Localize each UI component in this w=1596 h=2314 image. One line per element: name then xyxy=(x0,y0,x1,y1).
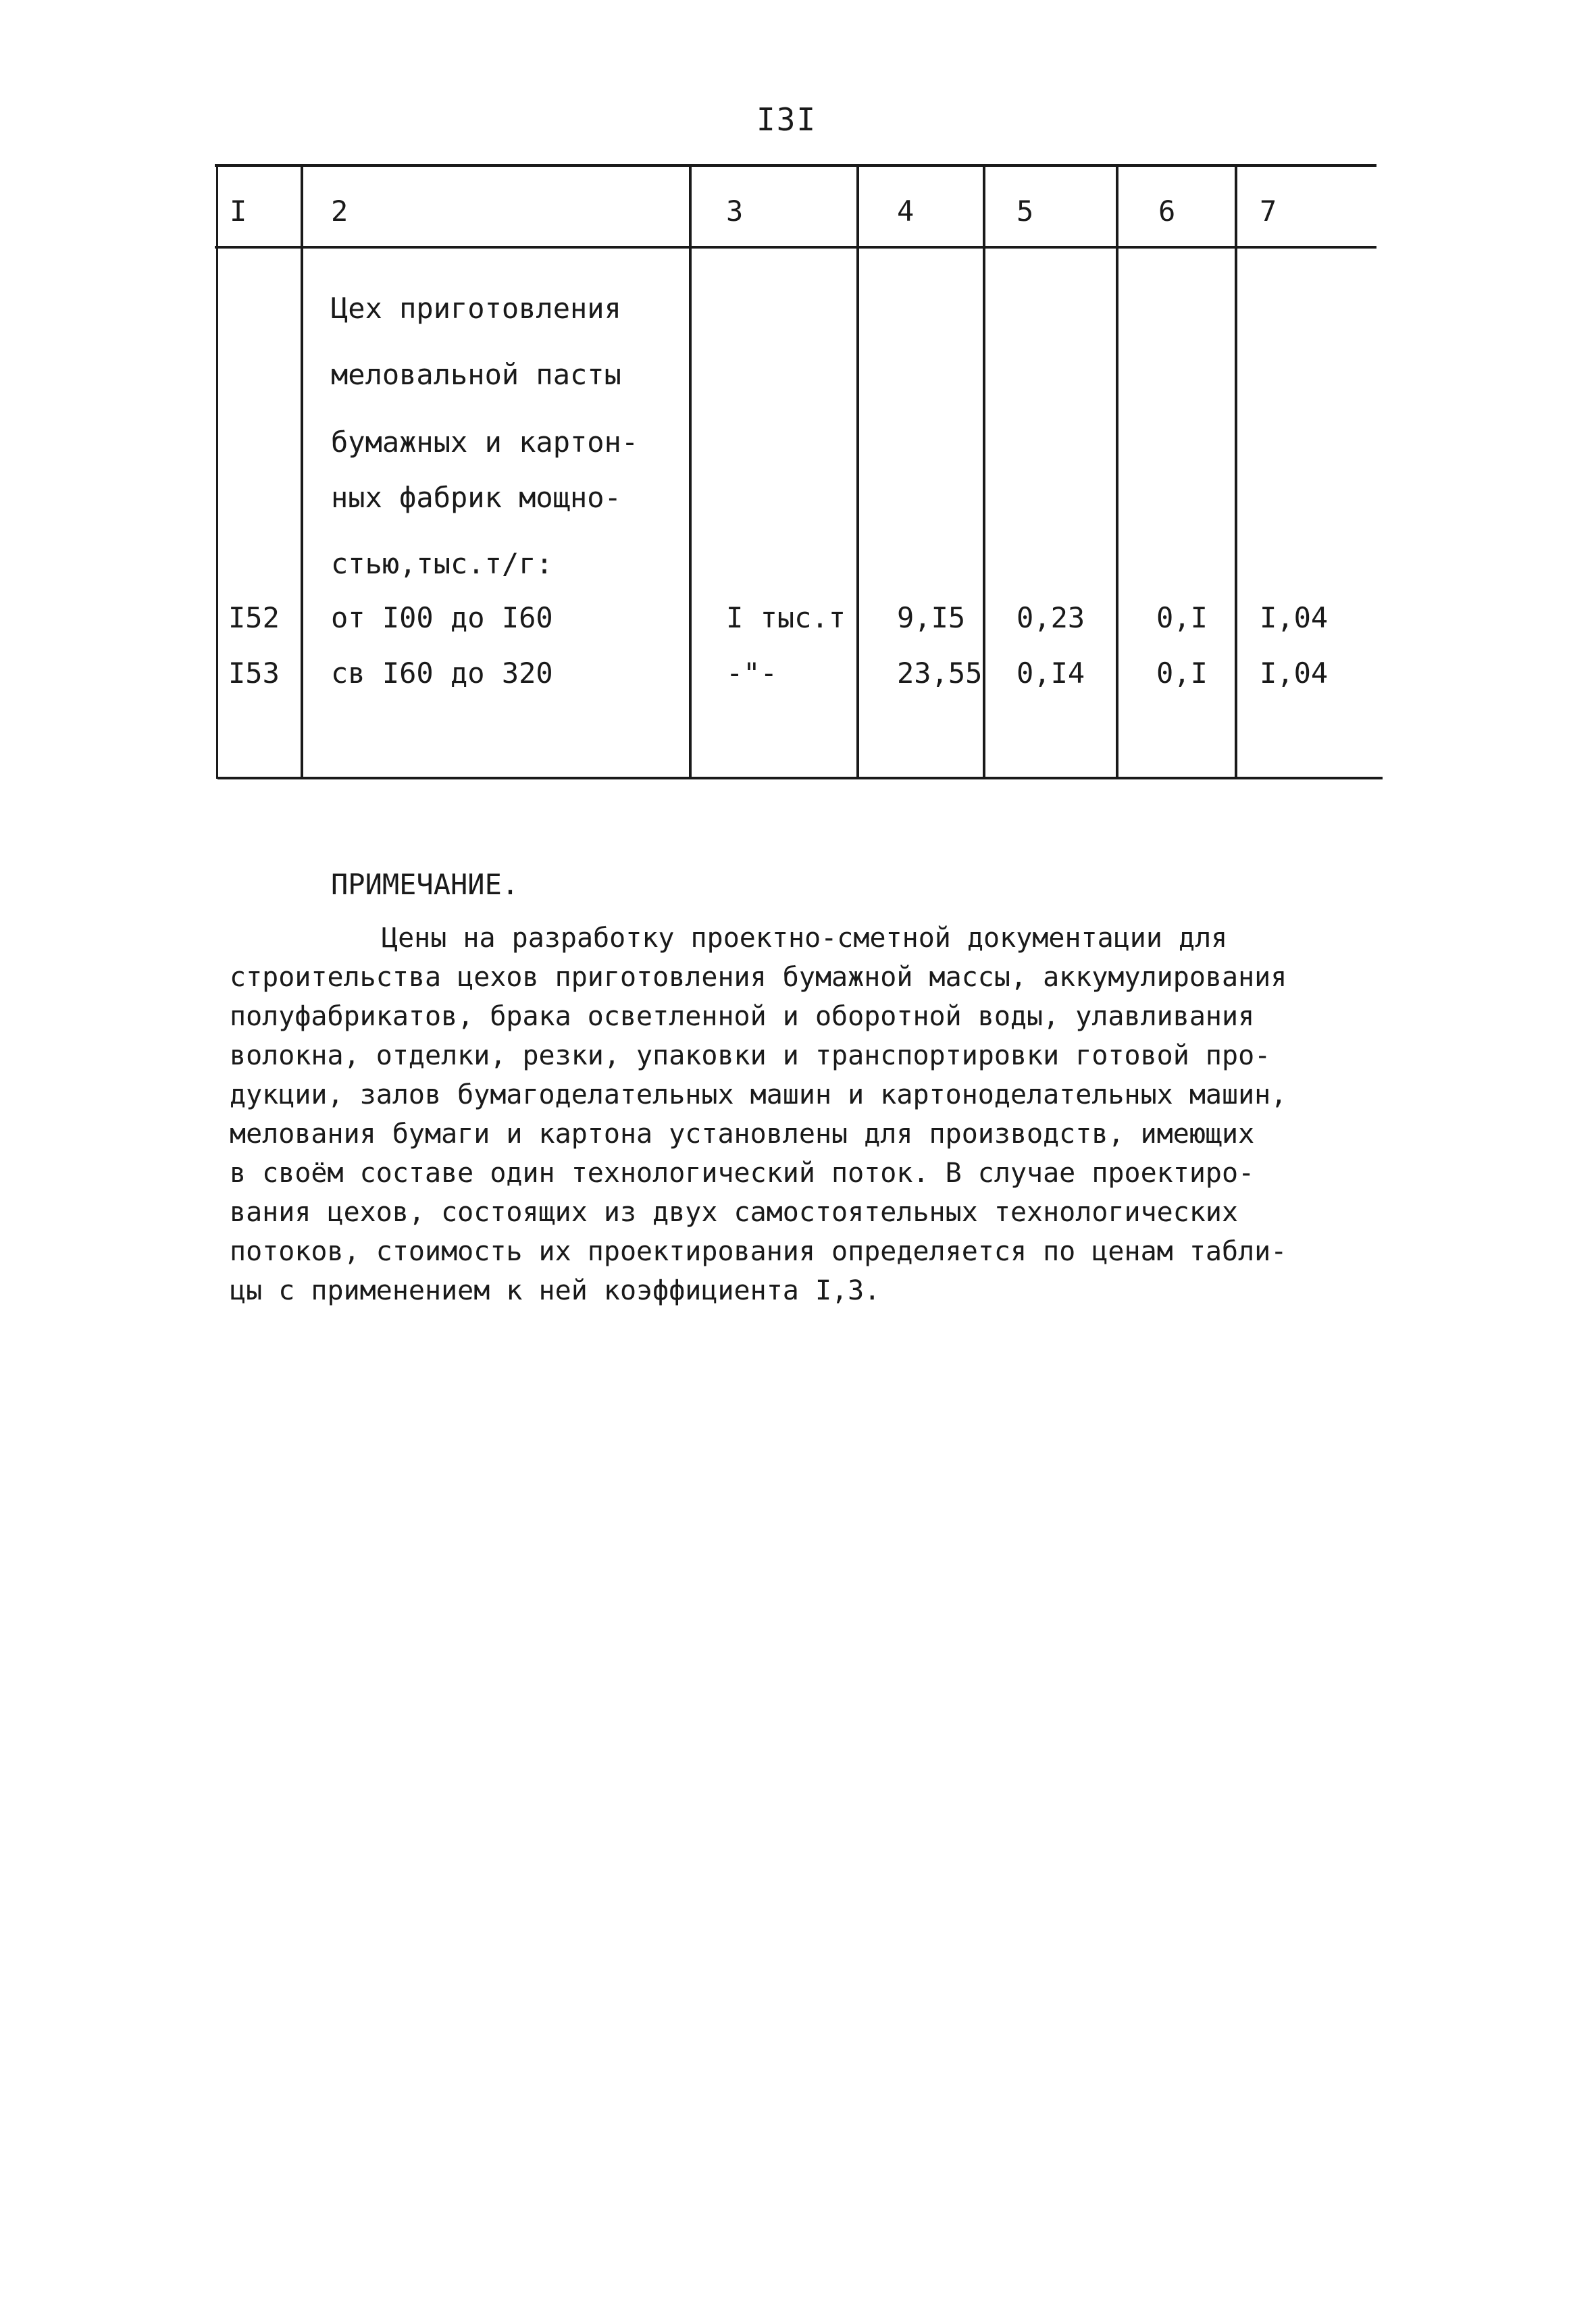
note-line: вания цехов, состоящих из двух самостоятельных технологических xyxy=(230,1197,1239,1228)
group-description-line: Цех приготовления xyxy=(331,292,621,325)
table-top-rule xyxy=(215,164,1376,167)
table-row-unit: I тыс.т xyxy=(726,601,846,634)
note-line: мелования бумаги и картона установлены для производств, имеющих xyxy=(230,1119,1255,1150)
table-row-col4: 23,55 xyxy=(897,657,983,690)
group-description-line: меловальной пасты xyxy=(331,358,621,391)
table-row-number: I52 xyxy=(228,601,280,634)
table-row-name: от I00 до I60 xyxy=(331,601,553,634)
table-row-col5: 0,I4 xyxy=(1016,657,1085,690)
group-description-line: стью,тыс.т/г: xyxy=(331,547,553,580)
table-row-col5: 0,23 xyxy=(1016,601,1085,634)
group-description-line: ных фабрик мощно- xyxy=(331,481,621,514)
column-header-6: 6 xyxy=(1158,195,1176,228)
note-title: ПРИМЕЧАНИЕ. xyxy=(331,868,519,901)
table-row-col7: I,04 xyxy=(1260,657,1329,690)
column-divider-5 xyxy=(1116,164,1118,779)
table-row-number: I53 xyxy=(228,657,280,690)
table-row-col4: 9,I5 xyxy=(897,601,966,634)
column-divider-2 xyxy=(689,164,692,779)
page-number: I3I xyxy=(756,101,817,138)
note-line: потоков, стоимость их проектирования определяется по ценам табли- xyxy=(230,1236,1287,1267)
note-line: Цены на разработку проектно-сметной документации для xyxy=(382,923,1228,954)
column-header-5: 5 xyxy=(1016,195,1034,228)
column-divider-4 xyxy=(983,164,985,779)
note-line: дукции, залов бумагоделательных машин и картоноделательных машин, xyxy=(230,1079,1287,1110)
note-line: в своём составе один технологический поток. В случае проектиро- xyxy=(230,1158,1255,1189)
note-line: цы с применением к ней коэффициента I,3. xyxy=(230,1275,881,1306)
column-header-2: 2 xyxy=(331,195,349,228)
column-header-4: 4 xyxy=(897,195,915,228)
note-line: полуфабрикатов, брака осветленной и оборотной воды, улавливания xyxy=(230,1001,1255,1032)
table-bottom-rule xyxy=(217,777,1383,779)
table-row-col6: 0,I xyxy=(1156,601,1208,634)
column-header-1: I xyxy=(230,195,247,228)
note-line: волокна, отделки, резки, упаковки и транспортировки готовой про- xyxy=(230,1040,1271,1071)
table-left-border xyxy=(216,164,218,779)
column-header-7: 7 xyxy=(1260,195,1277,228)
column-divider-6 xyxy=(1235,164,1237,779)
column-divider-1 xyxy=(301,164,303,779)
table-header-rule xyxy=(215,246,1376,249)
table-row-col6: 0,I xyxy=(1156,657,1208,690)
column-header-3: 3 xyxy=(726,195,744,228)
note-body xyxy=(230,919,1378,1310)
table-row-unit: -"- xyxy=(726,657,777,690)
table-row-col7: I,04 xyxy=(1260,601,1329,634)
group-description-line: бумажных и картон- xyxy=(331,426,639,459)
note-line: строительства цехов приготовления бумажной массы, аккумулирования xyxy=(230,962,1287,993)
column-divider-3 xyxy=(856,164,859,779)
table-row-name: св I60 до 320 xyxy=(331,657,553,690)
